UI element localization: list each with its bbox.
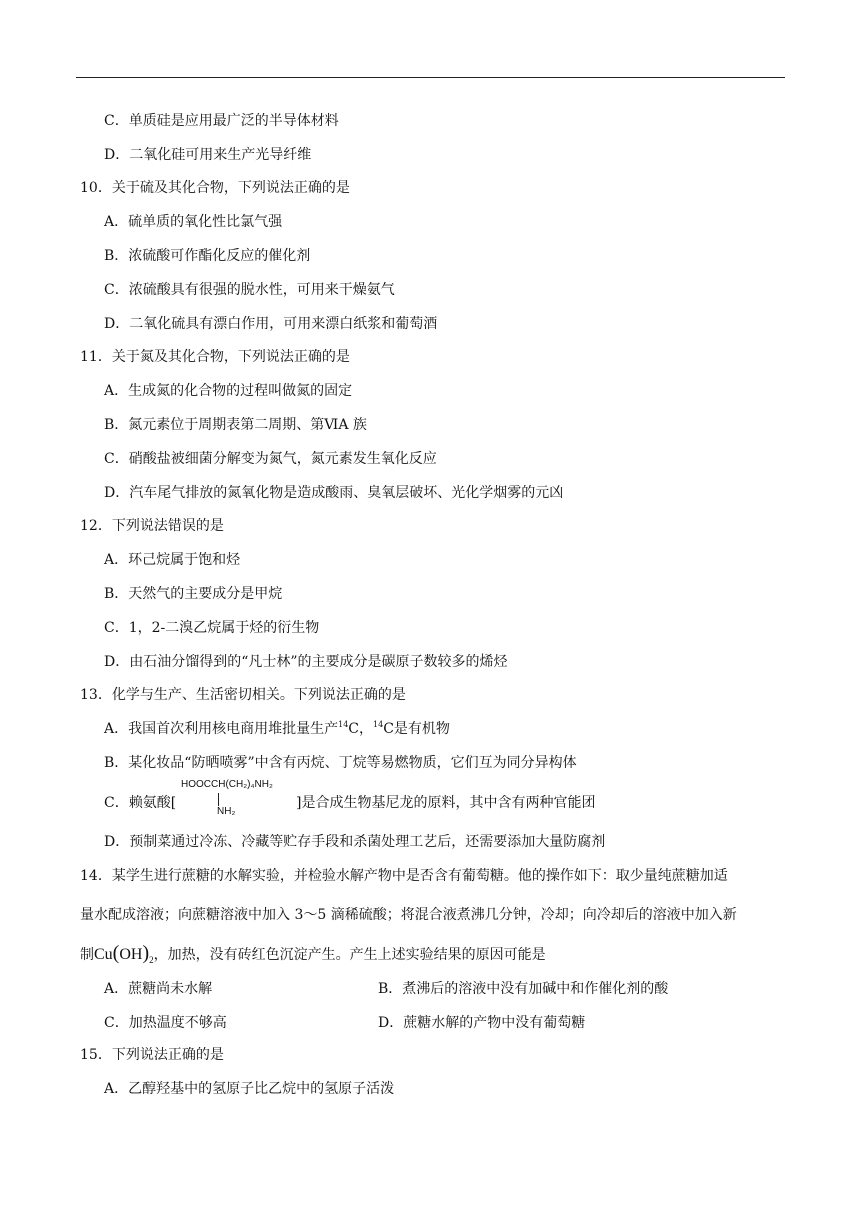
question-10: 10．关于硫及其化合物，下列说法正确的是	[80, 180, 350, 196]
q13-option-c-label: C．赖氨酸[	[104, 795, 177, 811]
option-d: D．二氧化硅可用来生产光导纤维	[104, 147, 312, 163]
q13-option-d: D．预制菜通过冷冻、冷藏等贮存手段和杀菌处理工艺后，还需要添加大量防腐剂	[104, 834, 606, 850]
q10-option-b: B．浓硫酸可作酯化反应的催化剂	[104, 248, 311, 264]
header-rule	[76, 77, 785, 78]
q10-option-a: A．硫单质的氧化性比氯气强	[104, 214, 283, 230]
question-15: 15．下列说法正确的是	[80, 1047, 224, 1063]
question-14-line-2: 量水配成溶液；向蔗糖溶液中加入 3～5 滴稀硫酸；将混合液煮沸几分钟，冷却；向冷却后的溶液中加入新	[80, 907, 737, 923]
copper-hydroxide-formula: $Cu(OH)_2$	[94, 942, 154, 965]
isotope-mass-number: 14	[338, 720, 349, 729]
q14-option-b: B．煮沸后的溶液中没有加碱中和作催化剂的酸	[378, 981, 669, 997]
question-13: 13．化学与生产、生活密切相关。下列说法正确的是	[80, 687, 406, 703]
q11-option-c: C．硝酸盐被细菌分解变为氮气，氮元素发生氧化反应	[104, 451, 437, 467]
q12-option-b: B．天然气的主要成分是甲烷	[104, 586, 283, 602]
question-14-line-1: 14．某学生进行蔗糖的水解实验，并检验水解产物中是否含有葡萄糖。他的操作如下：取少量纯蔗糖加适	[80, 868, 728, 884]
q13-option-b: B．某化妆品“防晒喷雾”中含有丙烷、丁烷等易燃物质，它们互为同分异构体	[104, 755, 577, 771]
q14-option-c: C．加热温度不够高	[104, 1015, 227, 1031]
option-c: C．单质硅是应用最广泛的半导体材料	[104, 113, 339, 129]
question-12: 12．下列说法错误的是	[80, 518, 224, 534]
q12-option-a: A．环己烷属于饱和烃	[104, 552, 241, 568]
formula-amino-group: NH₂	[217, 806, 236, 817]
isotope-mass-number: 14	[373, 720, 384, 729]
formula-bond-line	[218, 793, 219, 806]
formula-main-chain: HOOCCH(CH₂)₄NH₂	[181, 779, 273, 790]
q12-option-c: C．1，2-二溴乙烷属于烃的衍生物	[104, 620, 320, 636]
q14-option-d: D．蔗糖水解的产物中没有葡萄糖	[378, 1015, 586, 1031]
q13-option-c-text: ]是合成生物基尼龙的原料，其中含有两种官能团	[296, 795, 596, 811]
q11-option-d: D．汽车尾气排放的氮氧化物是造成酸雨、臭氧层破坏、光化学烟雾的元凶	[104, 485, 564, 501]
q10-option-d: D．二氧化硫具有漂白作用，可用来漂白纸浆和葡萄酒	[104, 316, 438, 332]
question-11: 11．关于氮及其化合物，下列说法正确的是	[80, 349, 350, 365]
q10-option-c: C．浓硫酸具有很强的脱水性，可用来干燥氨气	[104, 282, 395, 298]
lysine-structural-formula	[181, 779, 296, 823]
q14-option-a: A．蔗糖尚未水解	[104, 981, 213, 997]
q11-option-b: B．氮元素位于周期表第二周期、第ⅥA 族	[104, 417, 367, 433]
q13-option-a: A．我国首次利用核电商用堆批量生产$^{14}$C，$^{14}$C是有机物	[104, 720, 450, 737]
question-14-line-3: 制$Cu(OH)_2$，加热，没有砖红色沉淀产生。产生上述实验结果的原因可能是	[80, 942, 546, 965]
q15-option-a: A．乙醇羟基中的氢原子比乙烷中的氢原子活泼	[104, 1081, 395, 1097]
q12-option-d: D．由石油分馏得到的“凡士林”的主要成分是碳原子数较多的烯烃	[104, 654, 508, 670]
q11-option-a: A．生成氮的化合物的过程叫做氮的固定	[104, 383, 353, 399]
